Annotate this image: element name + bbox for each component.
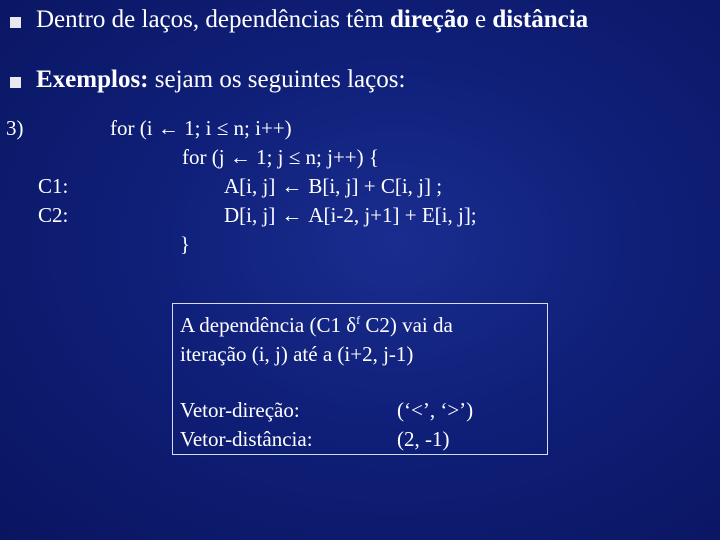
code-line-4 [224,203,477,228]
direction-vector-value: (‘<’, ‘>’) [397,398,474,422]
left-arrow-icon: ← [281,174,303,198]
code-line-2 [182,145,379,170]
code-line-2-pre: for (j [182,145,230,169]
bullet-1-prefix: Dentro de laços, dependências têm [36,6,391,33]
bullet-square-icon [10,77,21,88]
code-line-3-rhs: B[i, j] + C[i, j] ; [308,174,443,198]
code-line-4-rhs: A[i-2, j+1] + E[i, j]; [308,203,477,227]
box-line-1 [180,313,453,338]
code-line-1 [110,116,292,141]
direction-vector-label: Vetor-direção: [180,398,300,422]
code-line-1-post: 1; i [178,116,217,140]
box-line-2: iteração (i, j) até a (i+2, j-1) [180,342,414,366]
code-line-4-lhs: D[i, j] [224,203,276,227]
distance-vector-label: Vetor-distância: [180,427,313,451]
bullet-square-icon [10,17,21,28]
box-line-1-post: C2) vai da [360,313,453,337]
less-equal-icon: ≤ [216,116,229,140]
bullet-1-bold-direcao: direção [390,6,469,33]
code-close-brace: } [180,232,191,256]
bullet-2-text [36,66,405,94]
c1-label: C1: [38,174,69,198]
delta-icon: δ [346,313,357,337]
code-line-1-end: n; i++) [228,116,292,140]
code-line-2-end: n; j++) { [300,145,379,169]
left-arrow-icon: ← [281,203,303,227]
bullet-2-rest: sejam os seguintes laços: [148,66,406,93]
left-arrow-icon: ← [157,116,179,140]
delta-superscript: f [356,313,361,327]
left-arrow-icon: ← [229,145,251,169]
box-line-1-pre: A dependência (C1 [180,313,347,337]
code-line-3-lhs: A[i, j] [224,174,276,198]
less-equal-icon: ≤ [288,145,301,169]
bullet-1-bold-distancia: distância [492,6,589,33]
bullet-1-text [36,6,588,34]
c2-label: C2: [38,203,69,227]
bullet-1-middle: e [468,6,493,33]
distance-vector-value: (2, -1) [397,427,450,451]
code-line-3 [224,174,442,199]
bullet-2-bold: Exemplos: [36,66,149,93]
code-line-2-post: 1; j [250,145,289,169]
code-line-1-pre: for (i [110,116,158,140]
example-number: 3) [6,116,24,140]
